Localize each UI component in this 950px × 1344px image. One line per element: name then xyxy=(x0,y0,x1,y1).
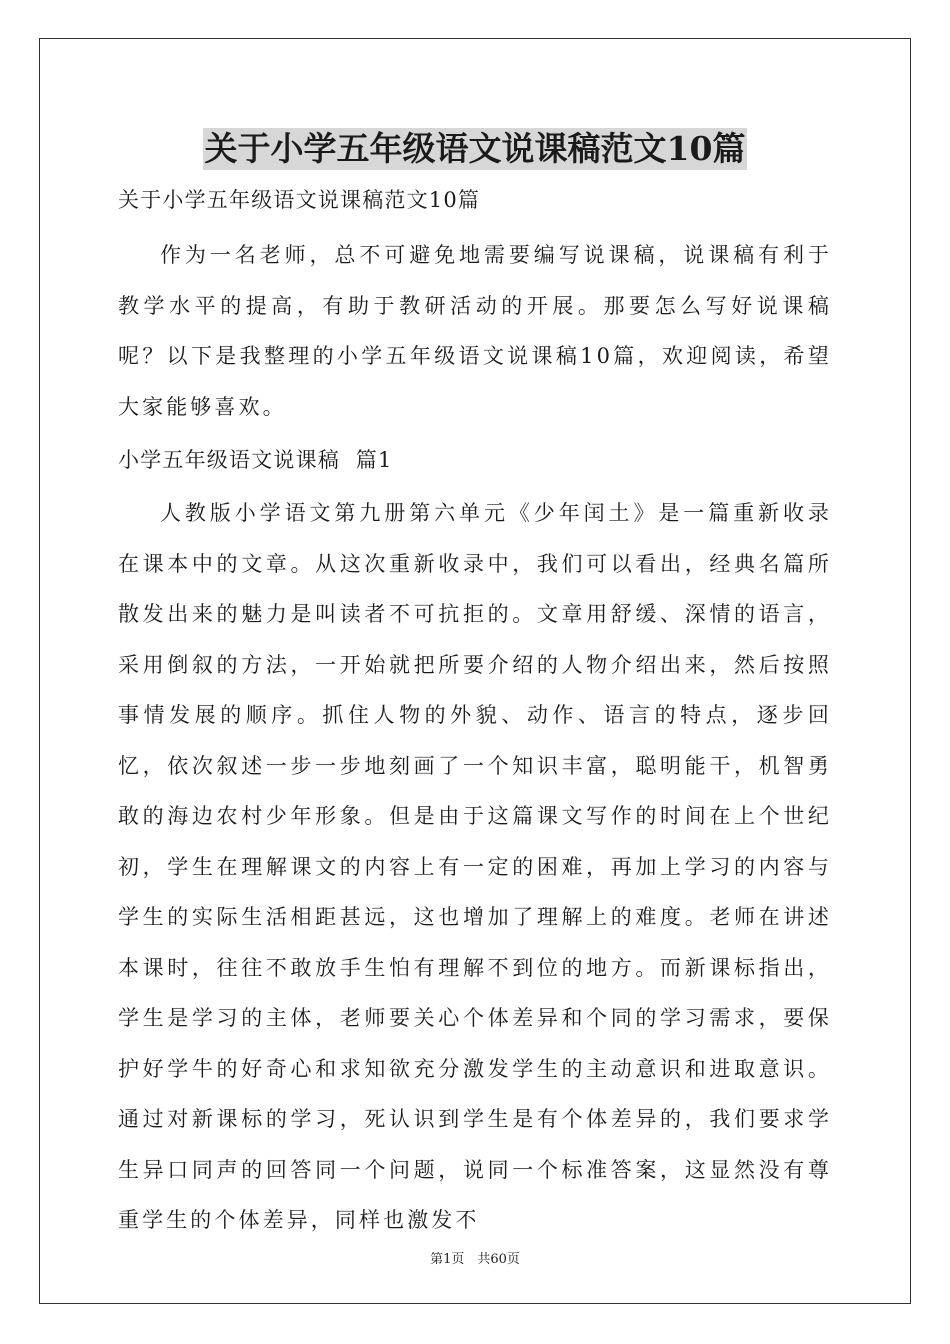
intro-paragraph: 作为一名老师，总不可避免地需要编写说课稿，说课稿有利于教学水平的提高，有助于教研活动的开展。那要怎么写好说课稿呢？以下是我整理的小学五年级语文说课稿10篇，欢迎阅读，希望大家能够喜欢。 xyxy=(118,243,832,419)
section-heading: 小学五年级语文说课稿 篇1 xyxy=(118,448,393,472)
page-footer: 第1页 共60页 xyxy=(430,1252,520,1267)
body-paragraph: 人教版小学语文第九册第六单元《少年闰土》是一篇重新收录在课本中的文章。从这次重新收录中，我们可以看出，经典名篇所散发出来的魅力是叫读者不可抗拒的。文章用舒缓、深情的语言，采用倒叙的方法，一开始就把所要介绍的人物介绍出来，然后按照事情发展的顺序。抓住人物的外貌、动作、语言的特点，逐步回忆，依次叙述一步一步地刻画了一个知识丰富，聪明能干，机智勇敢的海边农村少年形象。但是由于这篇课文写作的时间在上个世纪初，学生在理解课文的内容上有一定的困难，再加上学习的内容与学生的实际生活相距甚远，这也增加了理解上的难度。老师在讲述本课时，往往不敢放手生怕有理解不到位的地方。而新课标指出，学生是学习的主体，老师要关心个体差异和个同的学习需求，要保护好学牛的好奇心和求知欲充分激发学生的主动意识和进取意识。通过对新课标的学习，死认识到学生是有个体差异的，我们要求学生异口同声的回答同一个问题，说同一个标准答案，这显然没有尊重学生的个体差异，同样也激发不 xyxy=(118,501,832,1232)
title-container xyxy=(0,128,950,170)
document-title: 关于小学五年级语文说课稿范文10篇 xyxy=(204,129,746,168)
subtitle-line: 关于小学五年级语文说课稿范文10篇 xyxy=(118,188,481,212)
document-body xyxy=(118,180,832,1246)
